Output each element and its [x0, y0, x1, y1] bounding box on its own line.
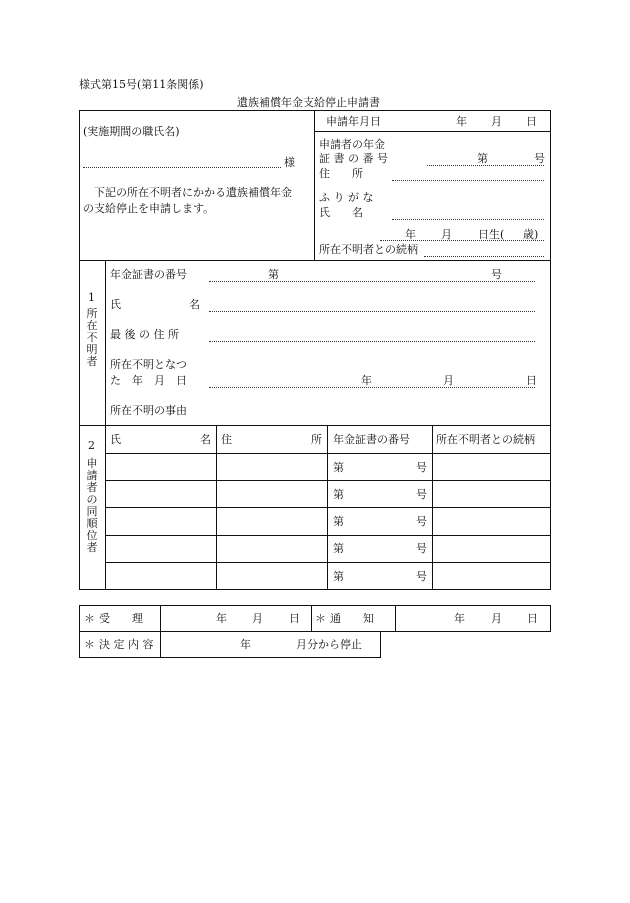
divider-date-row [314, 131, 551, 132]
receipt-day: 日 [289, 612, 300, 625]
notice-month: 月 [491, 612, 502, 625]
receipt-year: 年 [216, 612, 227, 625]
col-header-name-1: 氏 [110, 433, 121, 446]
applicant-cert-dai: 第 [477, 152, 488, 165]
applicant-cert-go: 号 [534, 152, 545, 165]
missing-name-label-1: 氏 [110, 298, 121, 311]
row5-go: 号 [416, 570, 427, 583]
section1-title: 所在不明者 [86, 307, 98, 368]
row4-go: 号 [416, 542, 427, 555]
receipt-star: ＊ [84, 612, 95, 625]
decision-year: 年 [240, 638, 251, 651]
col-header-address-1: 住 [221, 433, 232, 446]
row-divider-4 [105, 562, 551, 563]
applicant-address-line[interactable] [392, 180, 544, 181]
birth-age: 歳) [523, 228, 539, 241]
main-form-frame [79, 110, 551, 590]
notice-star: ＊ [315, 612, 326, 625]
row-divider-1 [105, 480, 551, 481]
row1-go: 号 [416, 461, 427, 474]
addressee-label: (実施期間の職氏名) [83, 125, 180, 138]
date-month: 月 [491, 115, 502, 128]
row-divider-2 [105, 507, 551, 508]
birth-day-born: 日生( [478, 228, 505, 241]
section-label-column-divider [105, 260, 106, 590]
row2-dai: 第 [333, 488, 344, 501]
applicant-name-line[interactable] [392, 219, 544, 220]
missing-name-line[interactable] [209, 311, 535, 312]
decision-label: 決 定 内 容 [99, 638, 154, 651]
decision-stop-suffix: 月分から停止 [296, 638, 362, 651]
missing-name-label-2: 名 [189, 298, 200, 311]
applicant-address-label: 住 所 [319, 167, 363, 180]
footer-col-divider-2 [311, 605, 312, 632]
missing-date-line[interactable] [209, 387, 535, 388]
row2-go: 号 [416, 488, 427, 501]
divider-section2 [79, 425, 551, 426]
honorific: 様 [284, 156, 295, 169]
divider-top-vertical [314, 110, 315, 260]
decision-star: ＊ [84, 638, 95, 651]
request-text-line1: 下記の所在不明者にかかる遺族補償年金 [94, 186, 292, 199]
notice-day: 日 [527, 612, 538, 625]
addressee-line[interactable] [83, 167, 281, 168]
relation-label: 所在不明者との続柄 [319, 243, 418, 256]
date-day: 日 [526, 115, 537, 128]
col-header-relation: 所在不明者との続柄 [436, 433, 535, 446]
applicant-cert-label-line2: 証 書 の 番 号 [319, 152, 388, 165]
section1-number: 1 [88, 291, 95, 304]
divider-top [79, 260, 551, 261]
receipt-month: 月 [252, 612, 263, 625]
row-divider-3 [105, 535, 551, 536]
date-year: 年 [456, 115, 467, 128]
application-date-label: 申請年月日 [326, 115, 381, 128]
applicant-cert-line[interactable] [427, 165, 544, 166]
missing-date-day: 日 [526, 374, 537, 387]
missing-cert-line[interactable] [209, 281, 535, 282]
section2-number: 2 [88, 439, 95, 452]
section2-title: 申請者の同順位者 [86, 457, 98, 554]
receipt-label: 受 理 [99, 612, 143, 625]
missing-date-label-line2: た 年 月 日 [110, 374, 187, 387]
missing-date-label-line1: 所在不明となつ [110, 358, 187, 371]
col-header-address-2: 所 [311, 433, 322, 446]
applicant-name-label: 氏 名 [319, 206, 363, 219]
applicant-furigana-label: ふ り が な [319, 191, 374, 204]
request-text-line2: の支給停止を申請します。 [83, 202, 215, 215]
last-address-line[interactable] [209, 341, 535, 342]
missing-reason-label: 所在不明の事由 [110, 404, 187, 417]
missing-date-year: 年 [361, 374, 372, 387]
missing-cert-label: 年金証書の番号 [110, 268, 187, 281]
footer-col-divider-3 [395, 605, 396, 632]
row1-dai: 第 [333, 461, 344, 474]
missing-date-month: 月 [443, 374, 454, 387]
col-header-cert: 年金証書の番号 [333, 433, 410, 446]
applicant-cert-label-line1: 申請者の年金 [319, 138, 385, 151]
missing-cert-go: 号 [491, 268, 502, 281]
col-header-name-2: 名 [200, 433, 211, 446]
form-number: 様式第15号(第11条関係) [79, 78, 204, 91]
birth-year: 年 [405, 228, 416, 241]
row3-go: 号 [416, 515, 427, 528]
form-title: 遺族補償年金支給停止申請書 [237, 96, 380, 109]
notice-label: 通 知 [330, 612, 374, 625]
last-address-label: 最 後 の 住 所 [110, 328, 179, 341]
row4-dai: 第 [333, 542, 344, 555]
birth-date-line[interactable] [380, 240, 544, 241]
row-divider-header [105, 453, 551, 454]
birth-month: 月 [441, 228, 452, 241]
row3-dai: 第 [333, 515, 344, 528]
notice-year: 年 [454, 612, 465, 625]
row5-dai: 第 [333, 570, 344, 583]
relation-line[interactable] [424, 256, 544, 257]
missing-cert-dai: 第 [268, 268, 279, 281]
